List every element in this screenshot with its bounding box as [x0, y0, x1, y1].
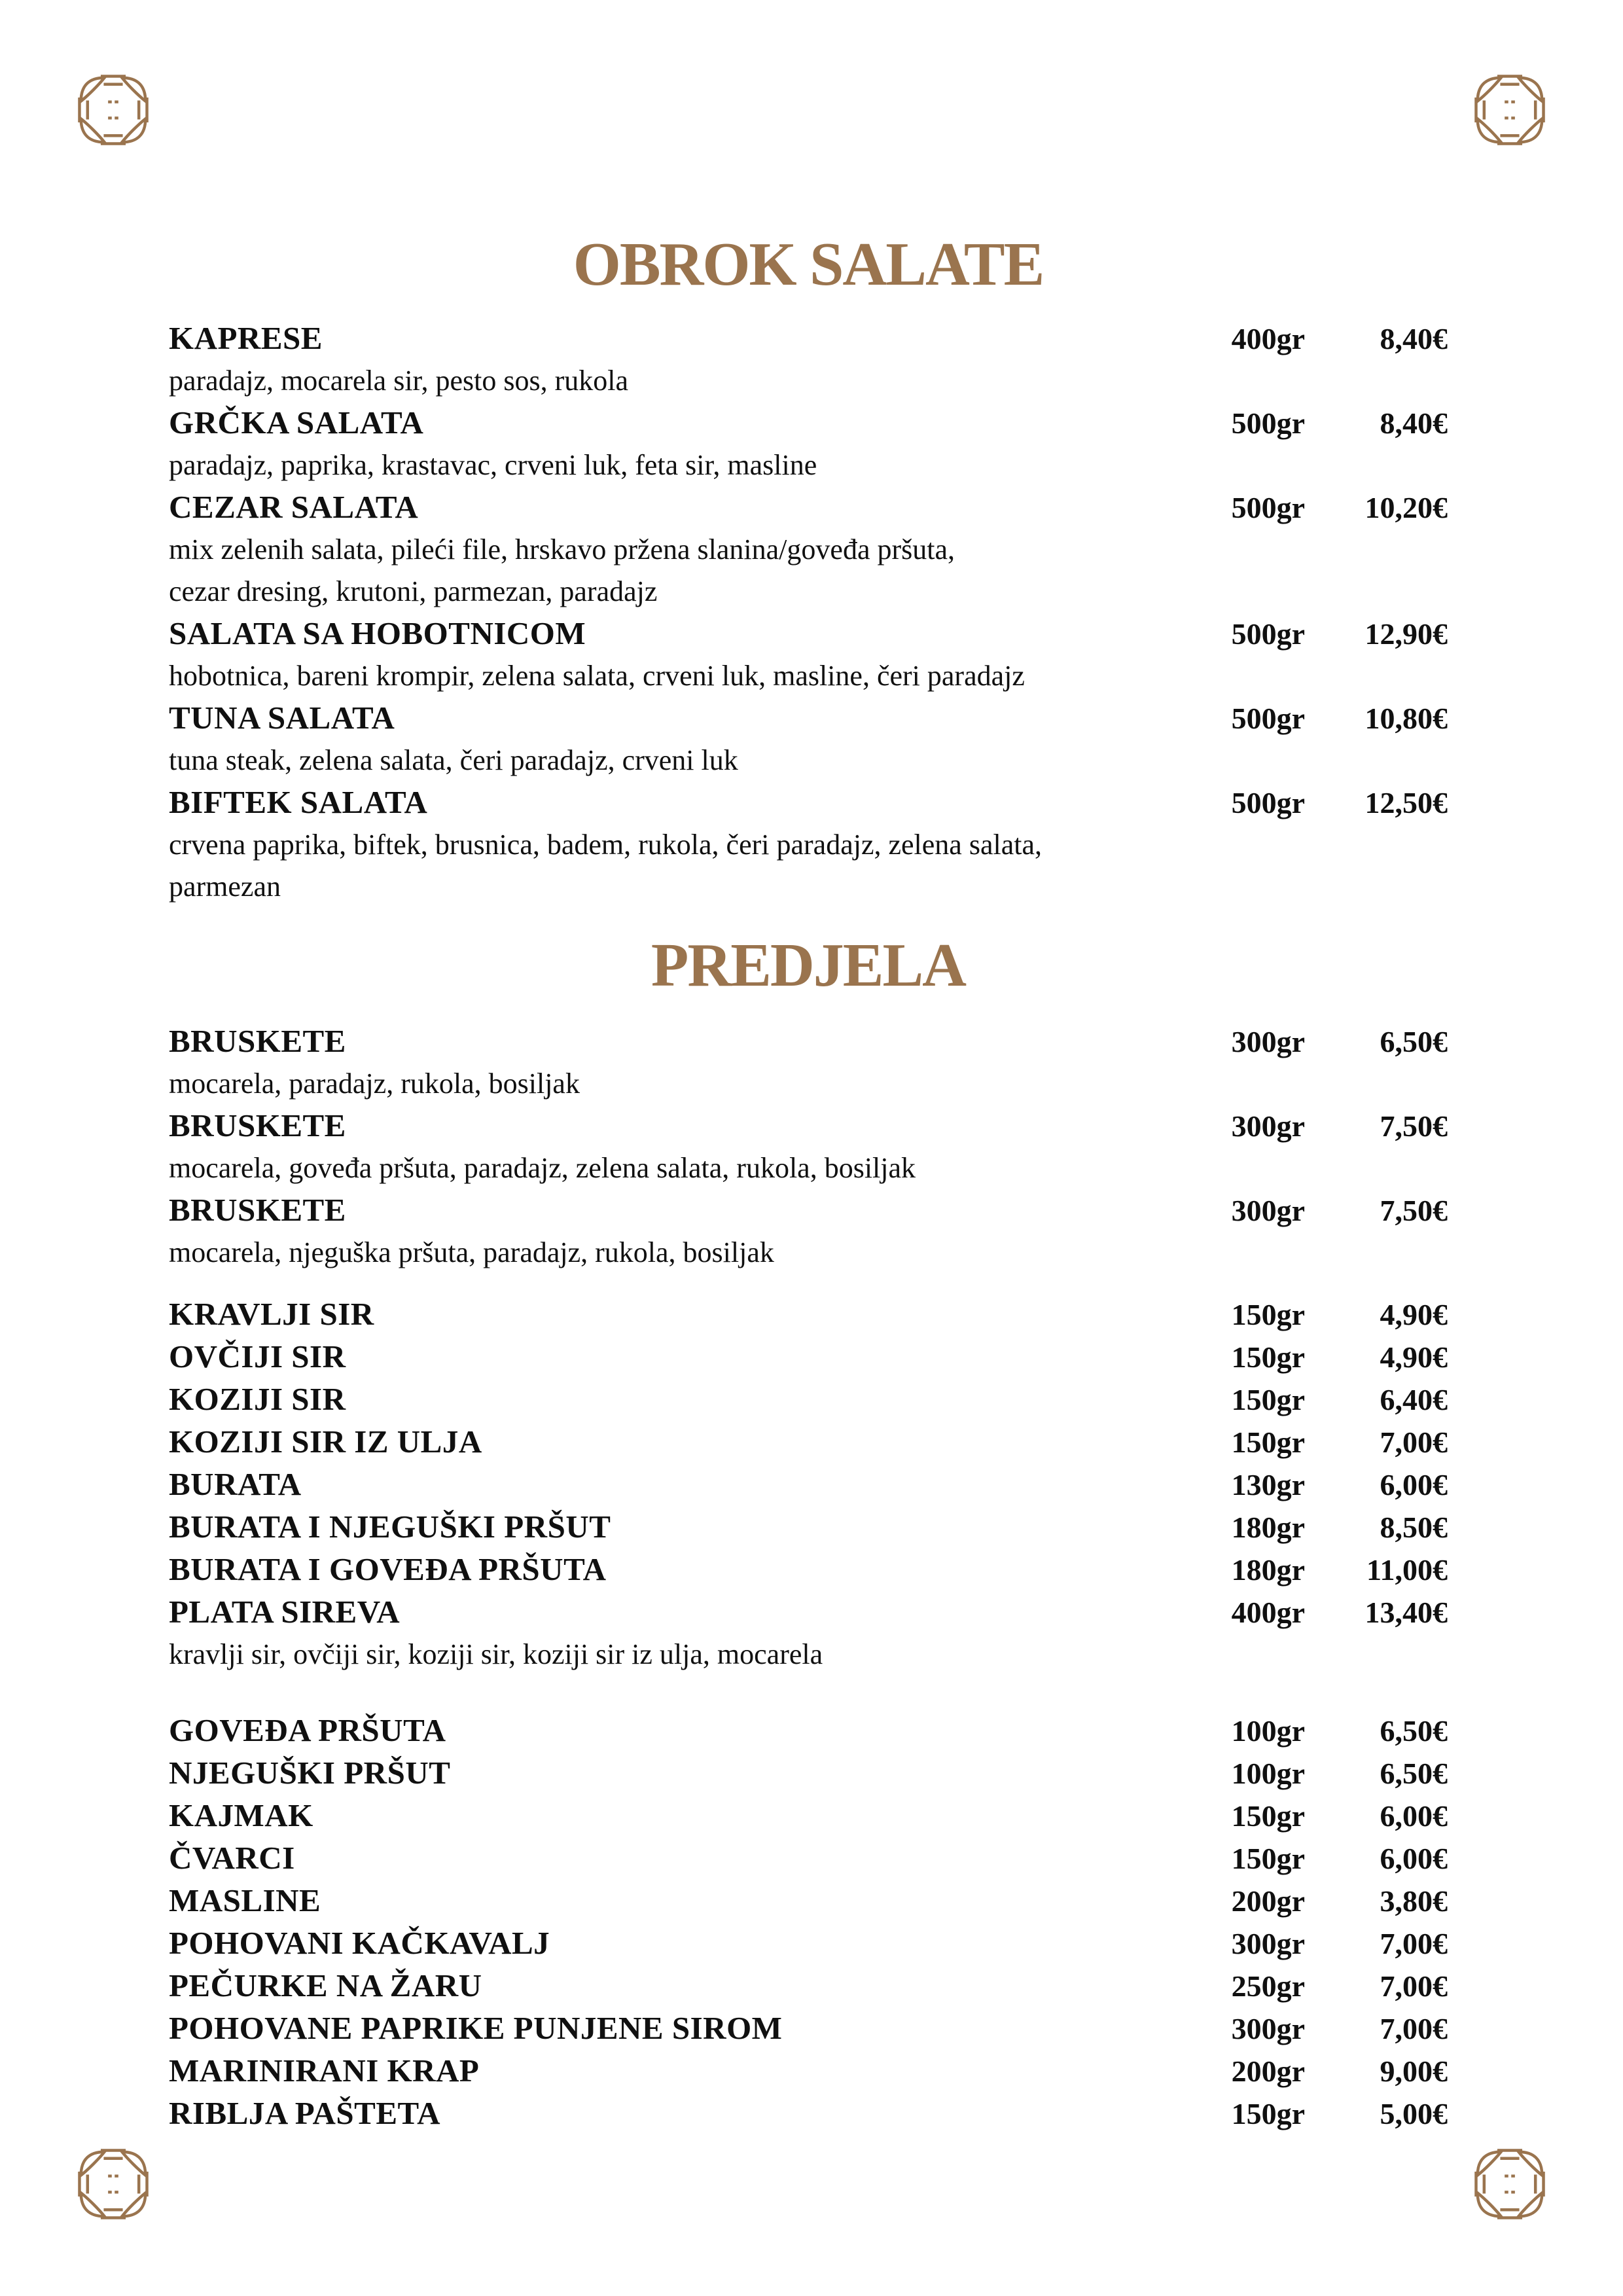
- item-price: 6,00€: [1380, 1841, 1448, 1875]
- menu-item-row: [169, 1020, 1448, 1063]
- item-price: 3,80€: [1380, 1884, 1448, 1918]
- item-name: CEZAR SALATA: [169, 489, 419, 526]
- item-price: 11,00€: [1366, 1552, 1448, 1587]
- item-price: 6,00€: [1380, 1467, 1448, 1501]
- menu-item-row: [169, 1880, 1448, 1922]
- item-name: BURATA I GOVEĐA PRŠUTA: [169, 1551, 607, 1587]
- item-name: RIBLJA PAŠTETA: [169, 2094, 440, 2131]
- menu-item-row: [169, 1710, 1448, 1752]
- item-price: 7,00€: [1380, 1969, 1448, 2003]
- item-name: SALATA SA HOBOTNICOM: [169, 615, 586, 652]
- item-price: 10,20€: [1364, 491, 1448, 525]
- menu-item-row: [169, 2050, 1448, 2092]
- item-name: KOZIJI SIR IZ ULJA: [169, 1423, 482, 1460]
- section-title: PREDJELA: [651, 931, 966, 1000]
- item-weight: 150gr: [1231, 2096, 1305, 2130]
- item-name: KAJMAK: [169, 1797, 313, 1833]
- item-weight: 500gr: [1231, 786, 1305, 820]
- ornament-logo: [77, 73, 150, 147]
- item-price: 6,40€: [1380, 1382, 1448, 1416]
- item-weight: 500gr: [1231, 702, 1305, 736]
- item-weight: 300gr: [1231, 1024, 1305, 1058]
- item-price: 8,50€: [1380, 1510, 1448, 1544]
- item-price: 8,40€: [1380, 322, 1448, 356]
- menu-item-row: [169, 1421, 1448, 1463]
- item-price: 7,00€: [1380, 2011, 1448, 2045]
- menu-item-row: [169, 1189, 1448, 1232]
- menu-item-row: [169, 1752, 1448, 1795]
- item-price: 6,50€: [1380, 1024, 1448, 1058]
- item-weight: 500gr: [1231, 491, 1305, 525]
- item-weight: 150gr: [1231, 1297, 1305, 1331]
- menu-item-row: [169, 1336, 1448, 1378]
- item-price: 7,00€: [1380, 1926, 1448, 1960]
- menu-item-row: [169, 1795, 1448, 1837]
- menu-item-row: [169, 317, 1448, 360]
- item-price: 5,00€: [1380, 2096, 1448, 2130]
- item-price: 13,40€: [1364, 1595, 1448, 1629]
- item-weight: 250gr: [1231, 1969, 1305, 2003]
- item-name: OVČIJI SIR: [169, 1338, 346, 1374]
- item-description-line: paradajz, paprika, krastavac, crveni luk, feta sir, masline: [169, 449, 817, 482]
- item-weight: 100gr: [1231, 1756, 1305, 1790]
- item-weight: 150gr: [1231, 1340, 1305, 1374]
- item-weight: 500gr: [1231, 406, 1305, 440]
- item-description-line: crvena paprika, biftek, brusnica, badem, rukola, čeri paradajz, zelena salata,: [169, 829, 1042, 861]
- item-weight: 300gr: [1231, 1926, 1305, 1960]
- menu-item-row: [169, 486, 1448, 529]
- item-name: GOVEĐA PRŠUTA: [169, 1712, 446, 1748]
- item-description-line: kravlji sir, ovčiji sir, koziji sir, koziji sir iz ulja, mocarela: [169, 1638, 823, 1670]
- menu-item-row: [169, 402, 1448, 444]
- section-title: OBROK SALATE: [573, 230, 1044, 298]
- item-name: BRUSKETE: [169, 1107, 346, 1143]
- item-name: BRUSKETE: [169, 1191, 346, 1228]
- menu-item-row: [169, 1293, 1448, 1336]
- menu-item-row: [169, 697, 1448, 740]
- item-name: GRČKA SALATA: [169, 404, 424, 441]
- menu-item-row: [169, 1378, 1448, 1421]
- item-description-line: mocarela, goveđa pršuta, paradajz, zelena salata, rukola, bosiljak: [169, 1151, 916, 1184]
- item-price: 7,00€: [1380, 1425, 1448, 1459]
- item-name: POHOVANI KAČKAVALJ: [169, 1924, 550, 1961]
- item-name: ČVARCI: [169, 1839, 295, 1876]
- item-price: 10,80€: [1364, 702, 1448, 736]
- item-weight: 100gr: [1231, 1713, 1305, 1748]
- item-weight: 150gr: [1231, 1799, 1305, 1833]
- item-weight: 300gr: [1231, 1193, 1305, 1227]
- menu-item-row: [169, 1922, 1448, 1965]
- item-weight: 180gr: [1231, 1552, 1305, 1587]
- item-weight: 130gr: [1231, 1467, 1305, 1501]
- ornament-logo: [1473, 73, 1546, 147]
- menu-item-row: [169, 2007, 1448, 2050]
- item-weight: 200gr: [1231, 2054, 1305, 2088]
- item-weight: 300gr: [1231, 2011, 1305, 2045]
- item-price: 9,00€: [1380, 2054, 1448, 2088]
- item-price: 7,50€: [1380, 1193, 1448, 1227]
- item-description-line: mix zelenih salata, pileći file, hrskavo pržena slanina/goveđa pršuta,: [169, 533, 955, 566]
- item-price: 12,90€: [1364, 617, 1448, 651]
- menu-item-row: [169, 2092, 1448, 2135]
- item-name: TUNA SALATA: [169, 700, 395, 736]
- item-weight: 400gr: [1231, 1595, 1305, 1629]
- item-weight: 150gr: [1231, 1841, 1305, 1875]
- item-weight: 500gr: [1231, 617, 1305, 651]
- menu-item-row: [169, 1549, 1448, 1591]
- group-spacer: [169, 1676, 1448, 1710]
- item-weight: 200gr: [1231, 1884, 1305, 1918]
- menu-item-row: [169, 1837, 1448, 1880]
- item-description-line: mocarela, paradajz, rukola, bosiljak: [169, 1067, 580, 1100]
- item-name: KAPRESE: [169, 320, 323, 357]
- item-description-line: hobotnica, bareni krompir, zelena salata, crveni luk, masline, čeri paradajz: [169, 660, 1025, 692]
- menu-item-row: [169, 781, 1448, 824]
- item-name: POHOVANE PAPRIKE PUNJENE SIROM: [169, 2009, 783, 2046]
- item-name: BURATA: [169, 1465, 302, 1502]
- item-price: 6,50€: [1380, 1756, 1448, 1790]
- item-weight: 180gr: [1231, 1510, 1305, 1544]
- menu-item-row: [169, 613, 1448, 655]
- item-name: BRUSKETE: [169, 1022, 346, 1059]
- ornament-logo: [77, 2147, 150, 2221]
- menu-item-row: [169, 1105, 1448, 1147]
- item-name: PEČURKE NA ŽARU: [169, 1967, 482, 2003]
- menu-item-row: [169, 1463, 1448, 1506]
- item-description-line: cezar dresing, krutoni, parmezan, paradajz: [169, 575, 658, 608]
- menu-item-row: [169, 1965, 1448, 2007]
- item-price: 6,00€: [1380, 1799, 1448, 1833]
- item-name: KOZIJI SIR: [169, 1380, 346, 1417]
- item-description-line: paradajz, mocarela sir, pesto sos, rukola: [169, 365, 628, 397]
- item-name: BURATA I NJEGUŠKI PRŠUT: [169, 1508, 611, 1545]
- item-weight: 150gr: [1231, 1425, 1305, 1459]
- item-weight: 400gr: [1231, 322, 1305, 356]
- item-name: MASLINE: [169, 1882, 321, 1918]
- menu-item-row: [169, 1591, 1448, 1634]
- item-price: 7,50€: [1380, 1109, 1448, 1143]
- item-description-line: parmezan: [169, 870, 281, 903]
- item-name: PLATA SIREVA: [169, 1593, 401, 1630]
- item-description-line: mocarela, njeguška pršuta, paradajz, rukola, bosiljak: [169, 1236, 774, 1268]
- menu-content: [169, 0, 1448, 2135]
- item-description-line: tuna steak, zelena salata, čeri paradajz, crveni luk: [169, 744, 738, 777]
- menu-item-row: [169, 1506, 1448, 1549]
- group-spacer: [169, 1274, 1448, 1293]
- item-price: 8,40€: [1380, 406, 1448, 440]
- item-price: 4,90€: [1380, 1340, 1448, 1374]
- item-name: KRAVLJI SIR: [169, 1295, 374, 1332]
- item-weight: 150gr: [1231, 1382, 1305, 1416]
- ornament-logo: [1473, 2147, 1546, 2221]
- item-price: 4,90€: [1380, 1297, 1448, 1331]
- item-name: NJEGUŠKI PRŠUT: [169, 1754, 451, 1791]
- item-name: BIFTEK SALATA: [169, 784, 428, 821]
- item-price: 6,50€: [1380, 1713, 1448, 1748]
- item-price: 12,50€: [1364, 786, 1448, 820]
- item-weight: 300gr: [1231, 1109, 1305, 1143]
- item-name: MARINIRANI KRAP: [169, 2052, 480, 2089]
